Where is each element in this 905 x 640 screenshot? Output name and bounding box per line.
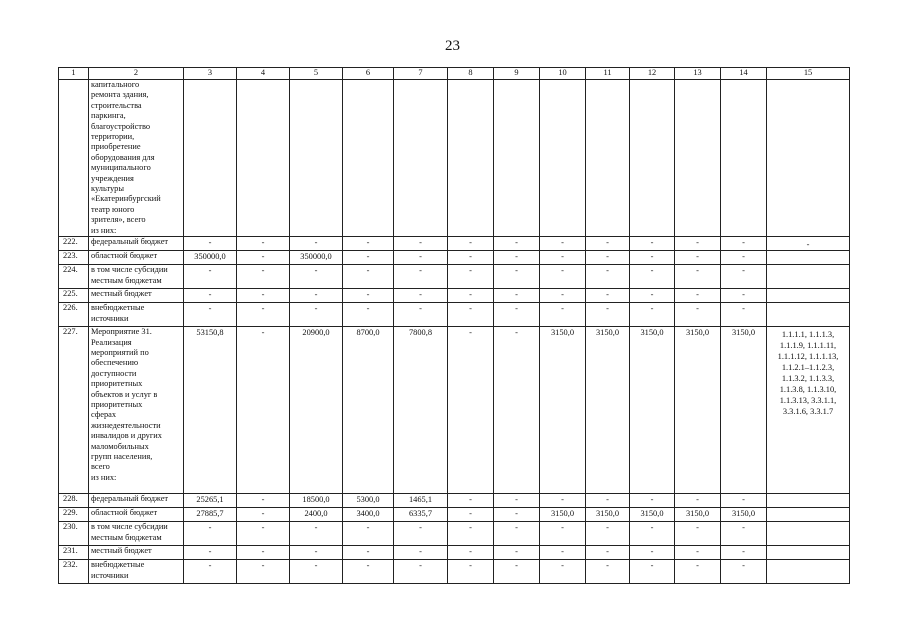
value-cell: - bbox=[540, 494, 586, 508]
value-cell: - bbox=[494, 289, 540, 303]
column-number-header: 7 bbox=[394, 68, 448, 80]
value-cell bbox=[540, 80, 586, 237]
row-name: внебюджетные источники bbox=[89, 560, 184, 584]
table-body bbox=[59, 68, 850, 584]
value-cell: - bbox=[630, 522, 675, 546]
value-cell: - bbox=[237, 508, 290, 522]
value-cell: 3150,0 bbox=[586, 327, 630, 494]
value-cell: - bbox=[448, 327, 494, 494]
value-cell: - bbox=[675, 265, 721, 289]
column-number-header: 9 bbox=[494, 68, 540, 80]
value-cell: - bbox=[448, 251, 494, 265]
row-number: 229. bbox=[59, 508, 89, 522]
value-cell: 6335,7 bbox=[394, 508, 448, 522]
value-cell: - bbox=[237, 251, 290, 265]
value-cell: 20900,0 bbox=[290, 327, 343, 494]
value-cell: - bbox=[540, 251, 586, 265]
value-cell: - bbox=[675, 494, 721, 508]
value-cell: 3150,0 bbox=[675, 508, 721, 522]
row-name: местный бюджет bbox=[89, 289, 184, 303]
row-number: 232. bbox=[59, 560, 89, 584]
value-cell: - bbox=[237, 265, 290, 289]
value-cell: - bbox=[448, 494, 494, 508]
value-cell bbox=[448, 80, 494, 237]
value-cell: - bbox=[394, 251, 448, 265]
value-cell: - bbox=[630, 494, 675, 508]
column-number-header: 13 bbox=[675, 68, 721, 80]
row-name: областной бюджет bbox=[89, 251, 184, 265]
target-indicators-cell bbox=[767, 546, 850, 560]
row-name: в том числе субсидии местным бюджетам bbox=[89, 522, 184, 546]
value-cell: - bbox=[394, 289, 448, 303]
row-number bbox=[59, 80, 89, 237]
value-cell: - bbox=[494, 546, 540, 560]
target-indicators-cell: - bbox=[767, 237, 850, 251]
value-cell: - bbox=[448, 303, 494, 327]
row-name: областной бюджет bbox=[89, 508, 184, 522]
row-number: 222. bbox=[59, 237, 89, 251]
row-name: федеральный бюджет bbox=[89, 494, 184, 508]
value-cell: - bbox=[290, 303, 343, 327]
value-cell: - bbox=[630, 560, 675, 584]
value-cell: - bbox=[343, 265, 394, 289]
table-row bbox=[59, 508, 850, 522]
column-number-header: 11 bbox=[586, 68, 630, 80]
value-cell: - bbox=[237, 560, 290, 584]
target-indicators-cell bbox=[767, 289, 850, 303]
value-cell: - bbox=[586, 237, 630, 251]
value-cell: - bbox=[586, 546, 630, 560]
value-cell: 25265,1 bbox=[184, 494, 237, 508]
value-cell: - bbox=[184, 265, 237, 289]
value-cell: - bbox=[343, 560, 394, 584]
value-cell: - bbox=[448, 237, 494, 251]
value-cell: 350000,0 bbox=[184, 251, 237, 265]
value-cell: 27885,7 bbox=[184, 508, 237, 522]
value-cell: - bbox=[630, 546, 675, 560]
value-cell: - bbox=[448, 560, 494, 584]
value-cell: - bbox=[721, 237, 767, 251]
value-cell: - bbox=[290, 237, 343, 251]
table-row bbox=[59, 289, 850, 303]
row-number: 224. bbox=[59, 265, 89, 289]
column-number-header: 6 bbox=[343, 68, 394, 80]
value-cell: - bbox=[494, 303, 540, 327]
value-cell: - bbox=[675, 251, 721, 265]
column-number-header: 3 bbox=[184, 68, 237, 80]
value-cell: - bbox=[237, 327, 290, 494]
target-indicators-cell bbox=[767, 560, 850, 584]
row-number: 231. bbox=[59, 546, 89, 560]
value-cell bbox=[494, 80, 540, 237]
value-cell: - bbox=[540, 560, 586, 584]
value-cell: - bbox=[290, 289, 343, 303]
value-cell bbox=[237, 80, 290, 237]
target-indicators-cell bbox=[767, 251, 850, 265]
column-number-header: 5 bbox=[290, 68, 343, 80]
value-cell: - bbox=[630, 251, 675, 265]
value-cell: - bbox=[394, 560, 448, 584]
target-indicators-cell bbox=[767, 494, 850, 508]
value-cell bbox=[630, 80, 675, 237]
row-name: в том числе субсидии местным бюджетам bbox=[89, 265, 184, 289]
value-cell: - bbox=[586, 289, 630, 303]
value-cell: - bbox=[721, 289, 767, 303]
value-cell: - bbox=[394, 522, 448, 546]
value-cell: - bbox=[343, 289, 394, 303]
value-cell: - bbox=[721, 522, 767, 546]
value-cell: - bbox=[675, 289, 721, 303]
value-cell: - bbox=[184, 560, 237, 584]
target-indicators-cell: 1.1.1.1, 1.1.1.3, 1.1.1.9, 1.1.1.11, 1.1.1.12, 1.1.1.13, 1.1.2.1–1.1.2.3, 1.1.3.2, 1.1.3.3, 1.1.3.8, 1.1.3.10, 1.1.3.13, 3.3.1.1, 3.3.1.6, 3.3.1.7 bbox=[767, 327, 850, 494]
value-cell: - bbox=[290, 522, 343, 546]
value-cell: - bbox=[586, 522, 630, 546]
budget-table bbox=[58, 67, 850, 584]
table-row bbox=[59, 522, 850, 546]
value-cell bbox=[721, 80, 767, 237]
value-cell bbox=[394, 80, 448, 237]
value-cell: - bbox=[494, 237, 540, 251]
value-cell: - bbox=[237, 237, 290, 251]
value-cell: - bbox=[675, 560, 721, 584]
value-cell: - bbox=[540, 265, 586, 289]
value-cell: - bbox=[586, 265, 630, 289]
value-cell: - bbox=[343, 237, 394, 251]
value-cell: - bbox=[721, 265, 767, 289]
value-cell: 3150,0 bbox=[586, 508, 630, 522]
value-cell: - bbox=[721, 494, 767, 508]
value-cell: - bbox=[494, 265, 540, 289]
value-cell: - bbox=[586, 303, 630, 327]
page-number: 23 bbox=[445, 38, 460, 54]
value-cell bbox=[675, 80, 721, 237]
value-cell: - bbox=[184, 237, 237, 251]
value-cell: - bbox=[494, 508, 540, 522]
table-row bbox=[59, 265, 850, 289]
table-row bbox=[59, 327, 850, 494]
value-cell: - bbox=[721, 546, 767, 560]
value-cell: - bbox=[540, 522, 586, 546]
value-cell: - bbox=[630, 237, 675, 251]
target-indicators-cell bbox=[767, 265, 850, 289]
target-indicators-cell bbox=[767, 303, 850, 327]
value-cell: 7800,8 bbox=[394, 327, 448, 494]
value-cell: - bbox=[540, 289, 586, 303]
value-cell: - bbox=[184, 303, 237, 327]
value-cell bbox=[586, 80, 630, 237]
value-cell: - bbox=[343, 522, 394, 546]
value-cell: 3150,0 bbox=[721, 508, 767, 522]
row-number: 230. bbox=[59, 522, 89, 546]
row-number: 223. bbox=[59, 251, 89, 265]
value-cell bbox=[290, 80, 343, 237]
value-cell: - bbox=[237, 494, 290, 508]
value-cell: - bbox=[540, 546, 586, 560]
value-cell: - bbox=[630, 265, 675, 289]
value-cell: - bbox=[494, 251, 540, 265]
row-name: внебюджетные источники bbox=[89, 303, 184, 327]
value-cell: - bbox=[448, 522, 494, 546]
value-cell: - bbox=[494, 522, 540, 546]
column-number-header: 10 bbox=[540, 68, 586, 80]
table-row bbox=[59, 494, 850, 508]
value-cell: - bbox=[448, 265, 494, 289]
value-cell: 3150,0 bbox=[540, 508, 586, 522]
value-cell: - bbox=[184, 546, 237, 560]
value-cell: - bbox=[343, 303, 394, 327]
row-name: федеральный бюджет bbox=[89, 237, 184, 251]
value-cell: - bbox=[343, 546, 394, 560]
value-cell: - bbox=[394, 303, 448, 327]
value-cell: - bbox=[721, 251, 767, 265]
value-cell: - bbox=[448, 289, 494, 303]
value-cell bbox=[184, 80, 237, 237]
value-cell: - bbox=[675, 237, 721, 251]
value-cell: 5300,0 bbox=[343, 494, 394, 508]
value-cell: - bbox=[540, 237, 586, 251]
value-cell: - bbox=[184, 289, 237, 303]
value-cell: - bbox=[290, 546, 343, 560]
column-number-header: 4 bbox=[237, 68, 290, 80]
value-cell: - bbox=[586, 251, 630, 265]
target-indicators-cell bbox=[767, 508, 850, 522]
value-cell: - bbox=[494, 494, 540, 508]
value-cell: - bbox=[394, 546, 448, 560]
column-number-header: 1 bbox=[59, 68, 89, 80]
value-cell: - bbox=[630, 303, 675, 327]
value-cell: - bbox=[494, 560, 540, 584]
value-cell: 3150,0 bbox=[630, 327, 675, 494]
value-cell: - bbox=[394, 237, 448, 251]
value-cell: 2400,0 bbox=[290, 508, 343, 522]
column-number-header: 14 bbox=[721, 68, 767, 80]
value-cell: - bbox=[675, 303, 721, 327]
table-header-row bbox=[59, 68, 850, 80]
table-row bbox=[59, 560, 850, 584]
table-row bbox=[59, 237, 850, 251]
column-number-header: 2 bbox=[89, 68, 184, 80]
row-number: 228. bbox=[59, 494, 89, 508]
value-cell: - bbox=[448, 508, 494, 522]
value-cell: - bbox=[721, 303, 767, 327]
table-row bbox=[59, 546, 850, 560]
row-number: 225. bbox=[59, 289, 89, 303]
row-number: 227. bbox=[59, 327, 89, 494]
value-cell: - bbox=[586, 560, 630, 584]
value-cell: - bbox=[675, 546, 721, 560]
value-cell: 3150,0 bbox=[540, 327, 586, 494]
value-cell: 18500,0 bbox=[290, 494, 343, 508]
column-number-header: 15 bbox=[767, 68, 850, 80]
value-cell: 3150,0 bbox=[630, 508, 675, 522]
value-cell: - bbox=[675, 522, 721, 546]
target-indicators-cell bbox=[767, 522, 850, 546]
value-cell: - bbox=[448, 546, 494, 560]
value-cell: 3150,0 bbox=[721, 327, 767, 494]
column-number-header: 12 bbox=[630, 68, 675, 80]
value-cell: 350000,0 bbox=[290, 251, 343, 265]
value-cell: - bbox=[290, 560, 343, 584]
value-cell: - bbox=[586, 494, 630, 508]
column-number-header: 8 bbox=[448, 68, 494, 80]
value-cell: 53150,8 bbox=[184, 327, 237, 494]
target-indicators-cell bbox=[767, 80, 850, 237]
table-row bbox=[59, 80, 850, 237]
value-cell: 1465,1 bbox=[394, 494, 448, 508]
row-name: Мероприятие 31. Реализация мероприятий по обеспечению доступности приоритетных объектов и услуг в приоритетных сферах жизнедеятельности инвалидов и других маломобильных групп населения, всего из них: bbox=[89, 327, 184, 494]
row-number: 226. bbox=[59, 303, 89, 327]
row-name: местный бюджет bbox=[89, 546, 184, 560]
value-cell: - bbox=[494, 327, 540, 494]
value-cell: - bbox=[721, 560, 767, 584]
value-cell: - bbox=[237, 522, 290, 546]
row-name: капитального ремонта здания, строительства паркинга, благоустройство территории, приобретение оборудования для муниципального учреждения культуры «Екатеринбургский театр юного зрителя», всего из них: bbox=[89, 80, 184, 237]
table-row bbox=[59, 303, 850, 327]
value-cell: 3400,0 bbox=[343, 508, 394, 522]
value-cell: - bbox=[237, 546, 290, 560]
value-cell: - bbox=[237, 303, 290, 327]
value-cell: - bbox=[237, 289, 290, 303]
value-cell: - bbox=[290, 265, 343, 289]
value-cell: - bbox=[394, 265, 448, 289]
value-cell: - bbox=[630, 289, 675, 303]
value-cell: 8700,0 bbox=[343, 327, 394, 494]
value-cell: - bbox=[540, 303, 586, 327]
value-cell: 3150,0 bbox=[675, 327, 721, 494]
value-cell: - bbox=[184, 522, 237, 546]
value-cell: - bbox=[343, 251, 394, 265]
table-row bbox=[59, 251, 850, 265]
value-cell bbox=[343, 80, 394, 237]
